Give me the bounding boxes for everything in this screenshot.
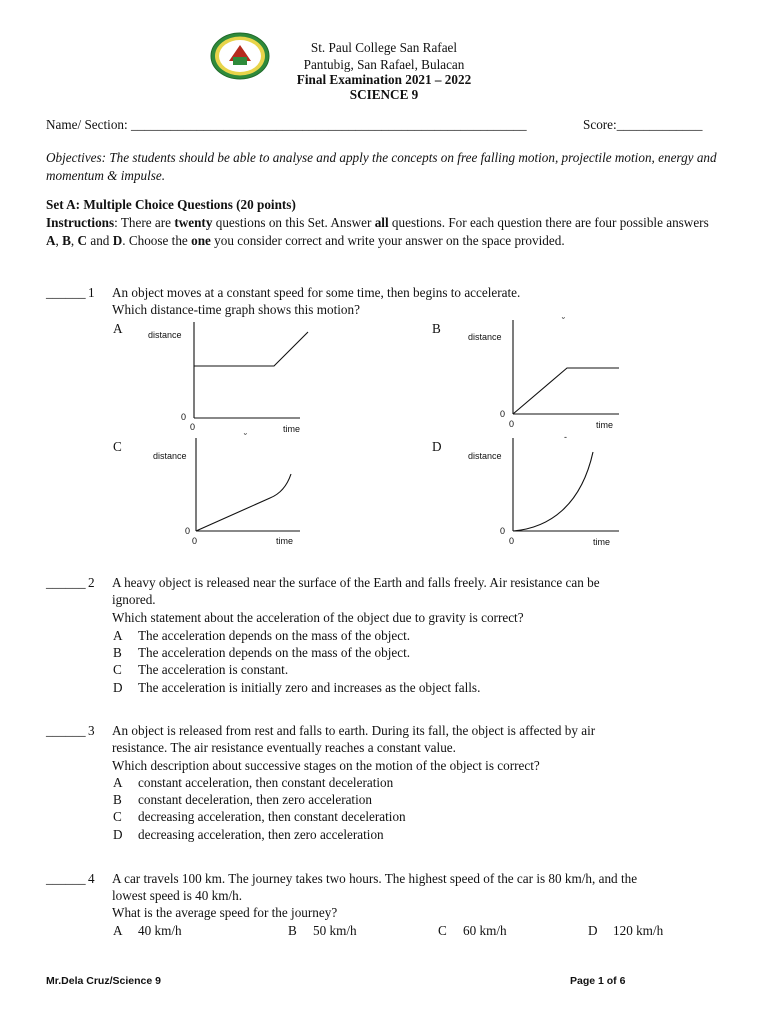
option-letter: A (113, 923, 123, 938)
answer-blank[interactable]: ______ (46, 871, 86, 886)
instructions-label: Instructions (46, 215, 115, 230)
option-text: The acceleration is constant. (138, 662, 289, 677)
graph-letter: A (113, 321, 123, 336)
option-row (113, 661, 288, 679)
instr-text: , (70, 232, 78, 248)
graph-b-zero-x: 0 (509, 419, 515, 429)
graph-a-zero-x: 0 (190, 422, 196, 432)
graph-d-xlabel: time (593, 537, 611, 547)
option-letter: B (288, 923, 297, 938)
graph-b-xlabel: time (596, 420, 614, 430)
question-text: What is the average speed for the journey? (112, 905, 338, 920)
question-number: 4 (88, 871, 95, 886)
subject-title: SCIENCE 9 (349, 87, 419, 102)
graph-d-mark: - (564, 432, 567, 442)
option-text: 50 km/h (313, 923, 357, 938)
option-item (288, 922, 357, 940)
graph-letter: C (113, 439, 122, 454)
graph-a-zero-y: 0 (181, 412, 187, 422)
question-text: ignored. (112, 592, 156, 607)
option-letter: D (113, 827, 123, 842)
option-row (113, 774, 393, 792)
answer-blank[interactable]: ______ (46, 723, 86, 738)
graph-b-curve (513, 368, 619, 414)
graph-d-curve (513, 452, 593, 531)
graph-b (509, 318, 639, 428)
graph-letter: D (432, 439, 442, 454)
option-text: The acceleration is initially zero and increases as the object falls. (138, 680, 481, 695)
question-text: Which statement about the acceleration of the object due to gravity is correct? (112, 610, 524, 625)
option-letter: D (588, 923, 598, 938)
option-row (113, 644, 410, 662)
instr-text: questions on this Set. Answer (212, 215, 375, 230)
graph-c-zero-y: 0 (185, 526, 191, 536)
option-text: 120 km/h (613, 923, 664, 938)
graph-b-mark: ˘ (562, 316, 565, 326)
set-a-instructions (46, 214, 721, 249)
question-text: An object moves at a constant speed for some time, then begins to accelerate. (112, 285, 521, 300)
instr-emph: C (77, 232, 88, 248)
graph-c (192, 436, 322, 546)
option-text: The acceleration depends on the mass of the object. (138, 645, 411, 660)
option-letter: C (438, 923, 447, 938)
option-row (113, 791, 372, 809)
option-text: 60 km/h (463, 923, 507, 938)
footer-author: Mr.Dela Cruz/Science 9 (46, 975, 161, 987)
question-text: A heavy object is released near the surface of the Earth and falls freely. Air resistance can be (112, 575, 600, 590)
instr-emph: all (374, 215, 389, 230)
graph-a-xlabel: time (283, 424, 301, 434)
graph-b-ylabel: distance (468, 332, 502, 342)
name-section-line (46, 116, 527, 134)
exam-title: Final Examination 2021 – 2022 (296, 72, 472, 87)
set-a-title: Set A: Multiple Choice Questions (20 points) (46, 197, 296, 212)
instr-text: : There are (114, 215, 175, 230)
option-text: decreasing acceleration, then zero acceleration (138, 827, 384, 842)
instr-text: and (87, 232, 113, 248)
graph-b-zero-y: 0 (500, 409, 506, 419)
graph-d-ylabel: distance (468, 451, 502, 461)
name-label: Name/ Section: (46, 117, 131, 132)
option-letter: B (113, 792, 122, 807)
option-letter: B (113, 645, 122, 660)
option-text: 40 km/h (138, 923, 182, 938)
question-number: 1 (88, 285, 95, 300)
graph-d-zero-y: 0 (500, 526, 506, 536)
score-line (583, 116, 702, 134)
option-letter: A (113, 628, 123, 643)
instr-emph: twenty (174, 215, 213, 230)
instr-emph: one (191, 232, 211, 248)
question-number: 2 (88, 575, 95, 590)
graph-a-ylabel: distance (148, 330, 182, 340)
graph-c-zero-x: 0 (192, 536, 198, 546)
school-address: Pantubig, San Rafael, Bulacan (303, 57, 465, 72)
graph-c-mark: ˘ (244, 432, 247, 442)
graph-c-xlabel: time (276, 536, 294, 546)
option-row (113, 826, 384, 844)
answer-blank[interactable]: ______ (46, 285, 86, 300)
option-text: constant acceleration, then constant deceleration (138, 775, 394, 790)
question-text: A car travels 100 km. The journey takes two hours. The highest speed of the car is 80 km/h, and the (112, 871, 638, 886)
instr-text: you consider correct and write your answer on the space provided. (210, 232, 565, 248)
footer-page-number: Page 1 of 6 (570, 975, 626, 987)
graph-c-ylabel: distance (153, 451, 187, 461)
instr-emph: A (46, 232, 56, 248)
question-text: lowest speed is 40 km/h. (112, 888, 243, 903)
option-letter: C (113, 662, 122, 677)
option-row (113, 627, 410, 645)
option-row (113, 679, 480, 697)
instr-emph: B (62, 232, 71, 248)
graph-d-zero-x: 0 (509, 536, 515, 546)
name-blank[interactable]: ____________________________________________________________ (130, 117, 527, 132)
option-row (113, 808, 406, 826)
option-letter: A (113, 775, 123, 790)
question-text: resistance. The air resistance eventually reaches a constant value. (112, 740, 456, 755)
question-text: Which distance-time graph shows this motion? (112, 302, 360, 317)
score-blank[interactable]: _____________ (616, 117, 703, 132)
instr-text: . Choose the (122, 232, 192, 248)
score-label: Score: (583, 117, 617, 132)
option-text: The acceleration depends on the mass of the object. (138, 628, 411, 643)
option-item (113, 922, 182, 940)
option-item (588, 922, 663, 940)
option-text: decreasing acceleration, then constant deceleration (138, 809, 406, 824)
graph-a-curve (194, 332, 308, 366)
graph-a (190, 320, 320, 430)
instr-text: questions. For each question there are four possible answers (388, 215, 709, 230)
option-item (438, 922, 507, 940)
question-number: 3 (88, 723, 95, 738)
graph-c-curve (196, 474, 291, 531)
graph-d (509, 436, 639, 546)
instr-emph: D (112, 232, 123, 248)
objectives-text: Objectives: The students should be able to analyse and apply the concepts on free falling motion, projectile motion, energy and momentum & impulse. (46, 150, 717, 183)
instr-text: , (55, 232, 63, 248)
option-letter: D (113, 680, 123, 695)
answer-blank[interactable]: ______ (46, 575, 86, 590)
option-letter: C (113, 809, 122, 824)
option-text: constant deceleration, then zero acceleration (138, 792, 372, 807)
question-text: Which description about successive stages on the motion of the object is correct? (112, 758, 540, 773)
graph-letter: B (432, 321, 441, 336)
question-text: An object is released from rest and falls to earth. During its fall, the object is affected by air (112, 723, 596, 738)
school-name: St. Paul College San Rafael (310, 40, 458, 55)
